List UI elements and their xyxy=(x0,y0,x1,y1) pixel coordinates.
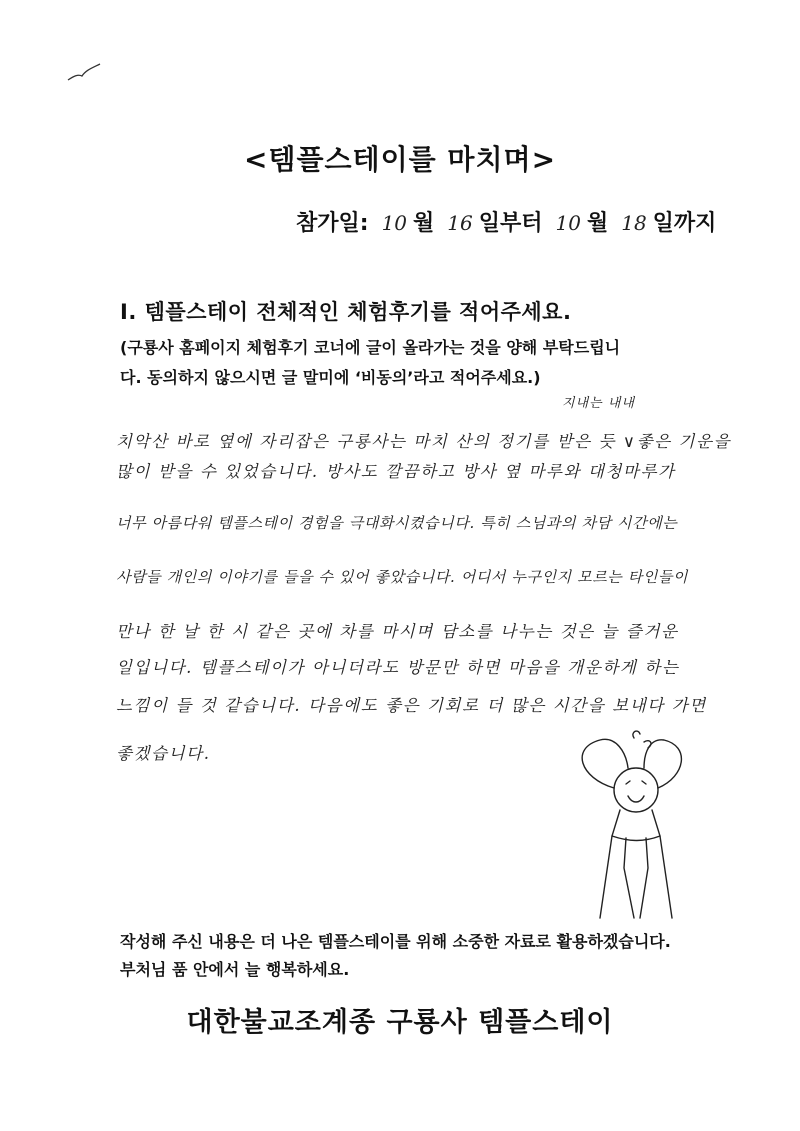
answer-line-2: 많이 받을 수 있었습니다. 방사도 깔끔하고 방사 옆 마루와 대청마루가 xyxy=(116,462,676,481)
page-title: <템플스테이를 마치며> xyxy=(243,143,557,176)
handwritten-insertion: 지내는 내내 xyxy=(562,396,635,411)
stick-figure-drawing xyxy=(560,718,700,928)
dates-label: 참가일: xyxy=(296,211,369,236)
closing-message xyxy=(120,928,671,984)
answer-line-4: 사람들 개인의 이야기를 들을 수 있어 좋았습니다. 어디서 누구인지 모르는 타인들이 xyxy=(116,568,689,586)
end-day-value: 18 xyxy=(621,211,647,235)
answer-line-7: 느낌이 들 것 같습니다. 다음에도 좋은 기회로 더 많은 시간을 보내다 가면 xyxy=(116,696,707,715)
month-unit-end: 월 xyxy=(586,211,609,236)
question-note-line-1: (구룡사 홈페이지 체험후기 코너에 글이 올라가는 것을 양해 부탁드립니 xyxy=(120,338,621,357)
answer-line-1: 치악산 바로 옆에 자리잡은 구룡사는 마치 산의 정기를 받은 듯 ∨좋은 기운을 xyxy=(116,432,732,451)
pen-mark xyxy=(60,58,110,88)
day-until-unit: 일까지 xyxy=(652,211,717,236)
start-month-value: 10 xyxy=(381,211,408,235)
organization-name: 대한불교조계종 구룡사 템플스테이 xyxy=(186,1007,614,1038)
answer-line-5: 만나 한 날 한 시 같은 곳에 차를 마시며 담소를 나누는 것은 늘 즐거운 xyxy=(116,622,679,641)
answer-line-8: 좋겠습니다. xyxy=(116,744,211,763)
question-note-line-2: 다. 동의하지 않으시면 글 말미에 ‘비동의’라고 적어주세요.) xyxy=(120,368,541,387)
answer-line-3: 너무 아름다워 템플스테이 경험을 극대화시켰습니다. 특히 스님과의 차담 시간에는 xyxy=(116,514,678,532)
start-day-value: 16 xyxy=(447,211,473,235)
end-month-value: 10 xyxy=(555,211,581,235)
participation-dates xyxy=(296,206,716,237)
closing-line-1: 작성해 주신 내용은 더 나은 템플스테이를 위해 소중한 자료로 활용하겠습니다. xyxy=(120,932,671,951)
answer-line-6: 일입니다. 템플스테이가 아니더라도 방문만 하면 마음을 개운하게 하는 xyxy=(116,658,680,677)
day-from-unit: 일부터 xyxy=(478,211,543,236)
month-unit-start: 월 xyxy=(413,211,435,236)
question-heading: Ⅰ. 템플스테이 전체적인 체험후기를 적어주세요. xyxy=(120,300,572,324)
question-note xyxy=(120,333,700,393)
closing-line-2: 부처님 품 안에서 늘 행복하세요. xyxy=(120,960,350,979)
